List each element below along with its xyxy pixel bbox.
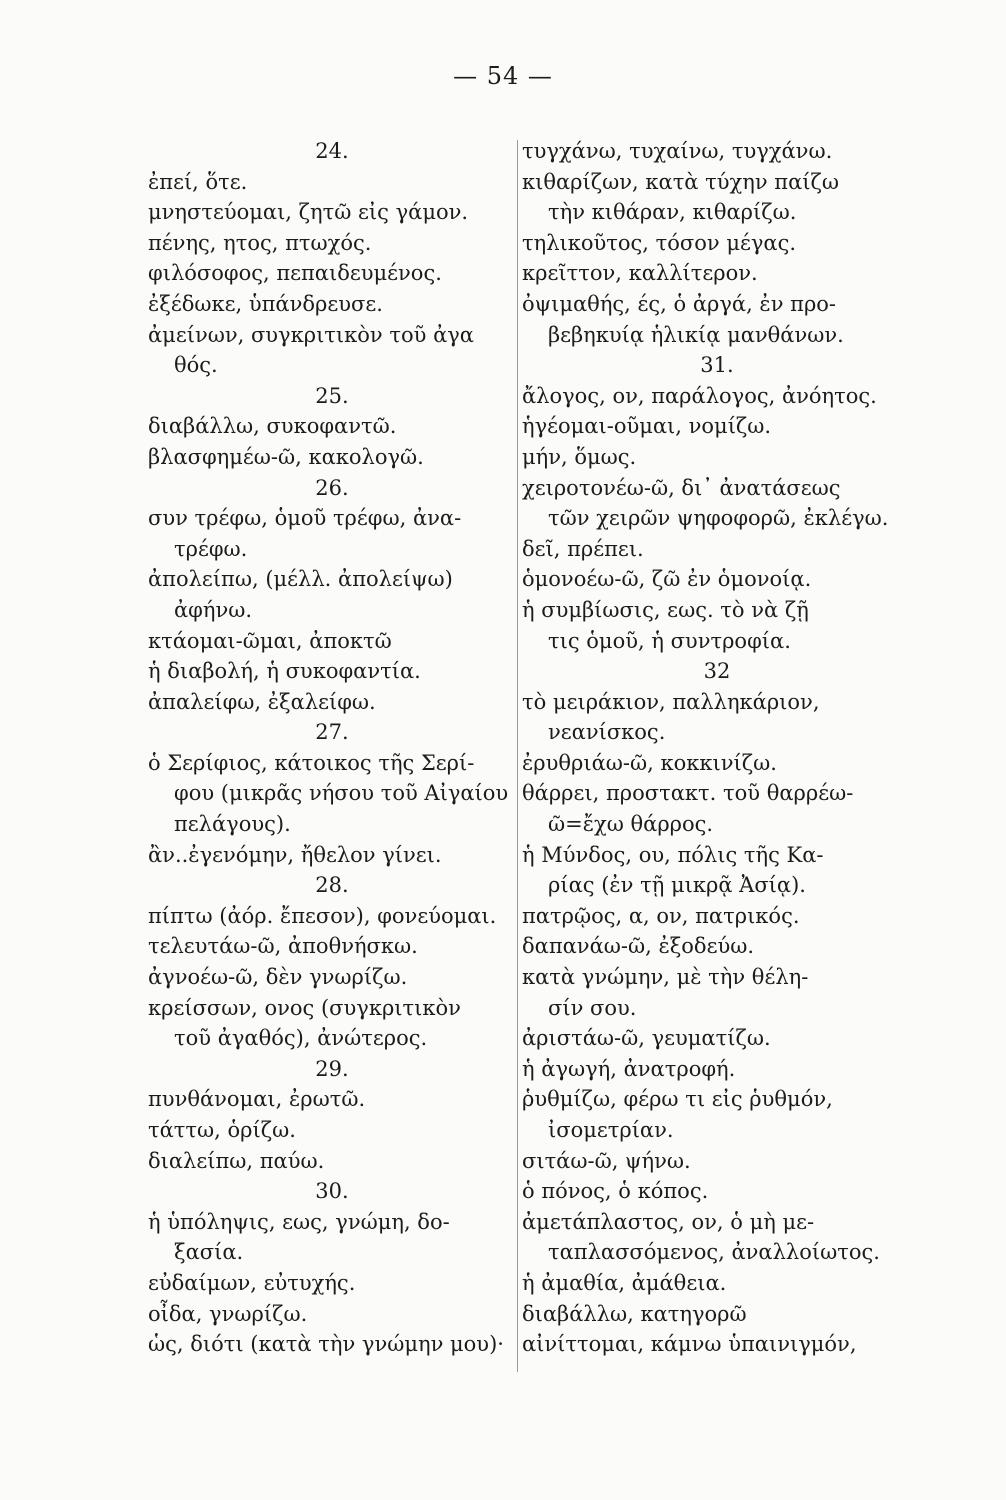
section-number: 26. [315, 475, 349, 500]
right-column [522, 136, 912, 1360]
glossary-entry: ῥυθμίζω, φέρω τι εἰς ῥυθμόν, [522, 1087, 833, 1112]
entry-continuation: σίν σου. [548, 995, 637, 1020]
glossary-entry: ἡ ἀμαθία, ἀμάθεια. [522, 1270, 727, 1295]
glossary-entry: δεῖ, πρέπει. [522, 536, 644, 561]
glossary-entry: πένης, ητος, πτωχός. [148, 230, 372, 255]
entry-continuation: πελάγους). [174, 812, 291, 837]
glossary-entry: τὸ μειράκιον, παλληκάριον, [522, 689, 820, 714]
section-number: 31. [700, 353, 734, 378]
glossary-entry: ὁ πόνος, ὁ κόπος. [522, 1179, 709, 1204]
glossary-entry: ἡγέομαι-οῦμαι, νομίζω. [522, 414, 772, 439]
glossary-entry: τηλικοῦτος, τόσον μέγας. [522, 230, 797, 255]
glossary-entry: κατὰ γνώμην, μὲ τὴν θέλη- [522, 965, 809, 990]
entry-continuation: τις ὁμοῦ, ἡ συντροφία. [548, 628, 791, 653]
section-number: 24. [315, 139, 349, 163]
glossary-entry: ὁ Σερίφιος, κάτοικος τῆς Σερί- [148, 750, 475, 775]
glossary-entry: ἡ ἀγωγή, ἀνατροφή. [522, 1056, 736, 1081]
glossary-entry: πυνθάνομαι, ἐρωτῶ. [148, 1087, 366, 1112]
glossary-entry: ἀπαλείφω, ἐξαλείφω. [148, 689, 376, 714]
glossary-entry: σιτάω-ῶ, ψήνω. [522, 1148, 691, 1173]
entry-continuation: ἰσομετρίαν. [548, 1118, 674, 1142]
glossary-entry: κρείσσων, ονος (συγκριτικὸν [148, 995, 461, 1020]
glossary-entry: ἂν..ἐγενόμην, ἤθελον γίνει. [148, 842, 442, 867]
section-number: 30. [315, 1179, 349, 1204]
glossary-entry: ἄλογος, ον, παράλογος, ἀνόητος. [522, 383, 877, 408]
glossary-entry: κιθαρίζων, κατὰ τύχην παίζω [522, 169, 840, 194]
entry-continuation: τῶν χειρῶν ψηφοφορῶ, ἐκλέγω. [548, 506, 889, 531]
page-number: — 54 — [453, 62, 553, 90]
glossary-entry: ἐρυθριάω-ῶ, κοκκινίζω. [522, 750, 777, 775]
glossary-entry: ἀμετάπλαστος, ον, ὁ μὴ με- [522, 1209, 815, 1234]
entry-continuation: ἀφήνω. [174, 597, 253, 622]
glossary-entry: ἡ Μύνδος, ου, πόλις τῆς Κα- [522, 842, 824, 867]
glossary-entry: ἐπεί, ὅτε. [148, 169, 248, 194]
glossary-entry: οἶδα, γνωρίζω. [148, 1301, 308, 1326]
glossary-entry: τυγχάνω, τυχαίνω, τυγχάνω. [522, 139, 833, 163]
glossary-entry: δαπανάω-ῶ, ἐξοδεύω. [522, 934, 755, 959]
entry-continuation: τρέφω. [174, 536, 248, 561]
glossary-entry: ἀγνοέω-ῶ, δὲν γνωρίζω. [148, 965, 408, 990]
glossary-entry: ἀριστάω-ῶ, γευματίζω. [522, 1026, 771, 1051]
section-number: 29. [315, 1056, 349, 1081]
glossary-entry: φιλόσοφος, πεπαιδευμένος. [148, 261, 442, 286]
glossary-entry: κτάομαι-ῶμαι, ἀποκτῶ [148, 628, 392, 653]
entry-continuation: τὴν κιθάραν, κιθαρίζω. [548, 200, 797, 225]
column-divider [517, 140, 518, 1372]
glossary-entry: τάττω, ὁρίζω. [148, 1118, 296, 1142]
glossary-entry: αἰνίττομαι, κάμνω ὑπαινιγμόν, [522, 1332, 857, 1357]
entry-continuation: ρίας (ἐν τῇ μικρᾷ Ἀσίᾳ). [548, 873, 806, 898]
entry-continuation: φου (μικρᾶς νήσου τοῦ Αἰγαίου [174, 781, 509, 806]
glossary-entry: χειροτονέω-ῶ, δι᾽ ἀνατάσεως [522, 475, 841, 500]
section-number: 25. [315, 383, 349, 408]
glossary-entry: ἡ διαβολή, ἡ συκοφαντία. [148, 659, 421, 684]
glossary-entry: ἡ συμβίωσις, εως. τὸ νὰ ζῇ [522, 597, 809, 622]
glossary-entry: ὀψιμαθής, ές, ὁ ἀργά, ἐν προ- [522, 291, 837, 316]
glossary-entry: ὡς, διότι (κατὰ τὴν γνώμην μου)· [148, 1332, 504, 1357]
entry-continuation: ξασία. [174, 1240, 244, 1265]
glossary-entry: βλασφημέω-ῶ, κακολογῶ. [148, 444, 424, 469]
glossary-entry: ἀπολείπω, (μέλλ. ἀπολείψω) [148, 567, 453, 592]
glossary-entry: διαλείπω, παύω. [148, 1148, 325, 1173]
entry-continuation: νεανίσκος. [548, 720, 666, 745]
glossary-entry: ἀμείνων, συγκριτικὸν τοῦ ἀγα [148, 322, 474, 347]
entry-continuation: ῶ=ἔχω θάρρος. [548, 812, 714, 837]
section-number: 28. [315, 873, 349, 898]
entry-continuation: ταπλασσόμενος, ἀναλλοίωτος. [548, 1240, 880, 1265]
glossary-entry: κρεῖττον, καλλίτερον. [522, 261, 758, 286]
entry-continuation: τοῦ ἀγαθός), ἀνώτερος. [174, 1026, 428, 1051]
glossary-entry: πίπτω (ἀόρ. ἔπεσον), φονεύομαι. [148, 903, 497, 928]
glossary-entry: ὁμονοέω-ῶ, ζῶ ἐν ὁμονοίᾳ. [522, 567, 812, 592]
glossary-entry: εὐδαίμων, εὐτυχής. [148, 1270, 356, 1295]
glossary-entry: διαβάλλω, συκοφαντῶ. [148, 414, 397, 439]
glossary-entry: ἡ ὑπόληψις, εως, γνώμη, δο- [148, 1209, 450, 1234]
glossary-entry: ἐξέδωκε, ὑπάνδρευσε. [148, 291, 383, 316]
glossary-entry: συν τρέφω, ὁμοῦ τρέφω, ἀνα- [148, 506, 462, 531]
glossary-entry: θάρρει, προστακτ. τοῦ θαρρέω- [522, 781, 854, 806]
glossary-entry: πατρῷος, α, ον, πατρικός. [522, 903, 800, 928]
glossary-entry: μνηστεύομαι, ζητῶ εἰς γάμον. [148, 200, 469, 225]
section-number: 27. [315, 720, 349, 745]
glossary-entry: μήν, ὅμως. [522, 444, 637, 469]
glossary-entry: διαβάλλω, κατηγορῶ [522, 1301, 747, 1326]
left-column [148, 136, 516, 1360]
entry-continuation: βεβηκυίᾳ ἡλικίᾳ μανθάνων. [548, 322, 844, 347]
entry-continuation: θός. [174, 353, 218, 378]
section-number: 32 [703, 659, 731, 684]
glossary-entry: τελευτάω-ῶ, ἀποθνήσκω. [148, 934, 418, 959]
